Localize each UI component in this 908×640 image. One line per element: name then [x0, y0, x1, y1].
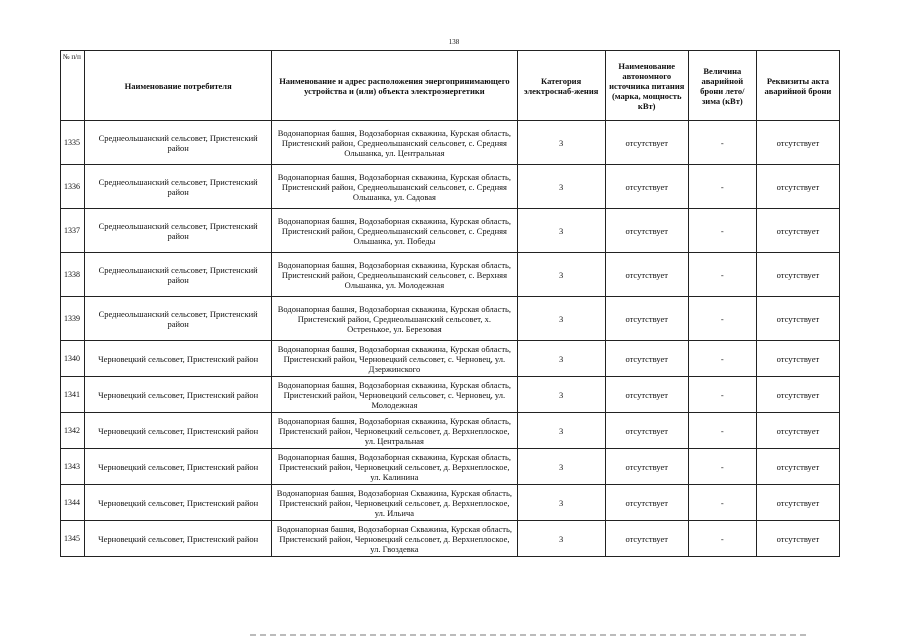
cell-address: Водонапорная башня, Водозаборная скважина, Курская область, Пристенский район, Черновецкий сельсовет, с. Черновец, ул. Молодежная [272, 377, 517, 413]
header-num: № п/п [61, 51, 85, 121]
cell-num: 1340 [61, 341, 85, 377]
cell-category: 3 [517, 253, 605, 297]
cell-category: 3 [517, 297, 605, 341]
cell-consumer: Черновецкий сельсовет, Пристенский район [85, 413, 272, 449]
cell-num: 1338 [61, 253, 85, 297]
cell-value: - [688, 485, 756, 521]
cell-address: Водонапорная башня, Водозаборная скважина, Курская область, Пристенский район, Среднеольшанский сельсовет, с. Верхняя Ольшанка, ул. Молодежная [272, 253, 517, 297]
cell-address: Водонапорная башня, Водозаборная скважина, Курская область, Пристенский район, Среднеольшанский сельсовет, х. Остренькое, ул. Березовая [272, 297, 517, 341]
cell-source: отсутствует [605, 297, 688, 341]
header-category: Категория электроснаб-жения [517, 51, 605, 121]
cell-value: - [688, 377, 756, 413]
cell-value: - [688, 121, 756, 165]
cell-requisites: отсутствует [756, 449, 839, 485]
scan-edge-artifact [250, 634, 810, 636]
cell-source: отсутствует [605, 121, 688, 165]
cell-requisites: отсутствует [756, 341, 839, 377]
cell-address: Водонапорная башня, Водозаборная скважина, Курская область, Пристенский район, Среднеольшанский сельсовет, с. Средняя Ольшанка, ул. Центральная [272, 121, 517, 165]
cell-consumer: Среднеольшанский сельсовет, Пристенский район [85, 165, 272, 209]
cell-num: 1339 [61, 297, 85, 341]
cell-requisites: отсутствует [756, 253, 839, 297]
cell-consumer: Среднеольшанский сельсовет, Пристенский район [85, 209, 272, 253]
cell-requisites: отсутствует [756, 413, 839, 449]
cell-source: отсутствует [605, 209, 688, 253]
cell-requisites: отсутствует [756, 165, 839, 209]
header-requisites: Реквизиты акта аварийной брони [756, 51, 839, 121]
cell-source: отсутствует [605, 377, 688, 413]
table-row [61, 209, 840, 253]
cell-category: 3 [517, 209, 605, 253]
cell-requisites: отсутствует [756, 485, 839, 521]
cell-consumer: Черновецкий сельсовет, Пристенский район [85, 521, 272, 557]
cell-num: 1341 [61, 377, 85, 413]
cell-num: 1335 [61, 121, 85, 165]
cell-source: отсутствует [605, 485, 688, 521]
cell-num: 1342 [61, 413, 85, 449]
cell-address: Водонапорная башня, Водозаборная скважина, Курская область, Пристенский район, Среднеольшанский сельсовет, с. Средняя Ольшанка, ул. Садовая [272, 165, 517, 209]
cell-requisites: отсутствует [756, 121, 839, 165]
cell-num: 1345 [61, 521, 85, 557]
cell-category: 3 [517, 413, 605, 449]
header-address: Наименование и адрес расположения энергопринимающего устройства и (или) объекта электроэнергетики [272, 51, 517, 121]
cell-source: отсутствует [605, 253, 688, 297]
cell-category: 3 [517, 449, 605, 485]
cell-source: отсутствует [605, 413, 688, 449]
cell-value: - [688, 297, 756, 341]
cell-address: Водонапорная башня, Водозаборная Скважина, Курская область, Пристенский район, Черновецкий сельсовет, д. Верхнеплоское, ул. Ильича [272, 485, 517, 521]
cell-requisites: отсутствует [756, 521, 839, 557]
table-row [61, 341, 840, 377]
cell-value: - [688, 253, 756, 297]
cell-consumer: Черновецкий сельсовет, Пристенский район [85, 341, 272, 377]
cell-category: 3 [517, 165, 605, 209]
table-row [61, 253, 840, 297]
cell-value: - [688, 521, 756, 557]
cell-category: 3 [517, 377, 605, 413]
cell-source: отсутствует [605, 341, 688, 377]
cell-address: Водонапорная башня, Водозаборная скважина, Курская область, Пристенский район, Черновецкий сельсовет, с. Черновец, ул. Дзержинского [272, 341, 517, 377]
cell-value: - [688, 341, 756, 377]
cell-value: - [688, 413, 756, 449]
cell-consumer: Черновецкий сельсовет, Пристенский район [85, 449, 272, 485]
cell-address: Водонапорная башня, Водозаборная скважина, Курская область, Пристенский район, Черновецкий сельсовет, д. Верхнеплоское, ул. Калинина [272, 449, 517, 485]
cell-num: 1337 [61, 209, 85, 253]
emergency-reserve-table [60, 50, 840, 557]
cell-address: Водонапорная башня, Водозаборная скважина, Курская область, Пристенский район, Черновецкий сельсовет, д. Верхнеплоское, ул. Центральная [272, 413, 517, 449]
cell-num: 1343 [61, 449, 85, 485]
page-number: 138 [448, 38, 460, 46]
cell-category: 3 [517, 341, 605, 377]
cell-source: отсутствует [605, 165, 688, 209]
cell-category: 3 [517, 521, 605, 557]
header-value: Величина аварийной брони лето/зима (кВт) [688, 51, 756, 121]
table-row [61, 297, 840, 341]
table-row [61, 449, 840, 485]
cell-source: отсутствует [605, 521, 688, 557]
cell-category: 3 [517, 121, 605, 165]
cell-value: - [688, 449, 756, 485]
header-consumer: Наименование потребителя [85, 51, 272, 121]
cell-consumer: Среднеольшанский сельсовет, Пристенский район [85, 121, 272, 165]
cell-value: - [688, 165, 756, 209]
cell-requisites: отсутствует [756, 209, 839, 253]
cell-num: 1344 [61, 485, 85, 521]
cell-value: - [688, 209, 756, 253]
table-row [61, 413, 840, 449]
table-row [61, 485, 840, 521]
cell-consumer: Черновецкий сельсовет, Пристенский район [85, 485, 272, 521]
cell-requisites: отсутствует [756, 377, 839, 413]
header-source: Наименование автономного источника питания (марка, мощность кВт) [605, 51, 688, 121]
cell-consumer: Среднеольшанский сельсовет, Пристенский район [85, 253, 272, 297]
table-row [61, 377, 840, 413]
table-row [61, 521, 840, 557]
table-header-row [61, 51, 840, 121]
cell-consumer: Черновецкий сельсовет, Пристенский район [85, 377, 272, 413]
table-row [61, 121, 840, 165]
cell-consumer: Среднеольшанский сельсовет, Пристенский район [85, 297, 272, 341]
cell-address: Водонапорная башня, Водозаборная скважина, Курская область, Пристенский район, Среднеольшанский сельсовет, с. Средняя Ольшанка, ул. Победы [272, 209, 517, 253]
cell-address: Водонапорная башня, Водозаборная Скважина, Курская область, Пристенский район, Черновецкий сельсовет, д. Верхнеплоское, ул. Гвоздевка [272, 521, 517, 557]
table-row [61, 165, 840, 209]
cell-requisites: отсутствует [756, 297, 839, 341]
cell-source: отсутствует [605, 449, 688, 485]
cell-category: 3 [517, 485, 605, 521]
cell-num: 1336 [61, 165, 85, 209]
